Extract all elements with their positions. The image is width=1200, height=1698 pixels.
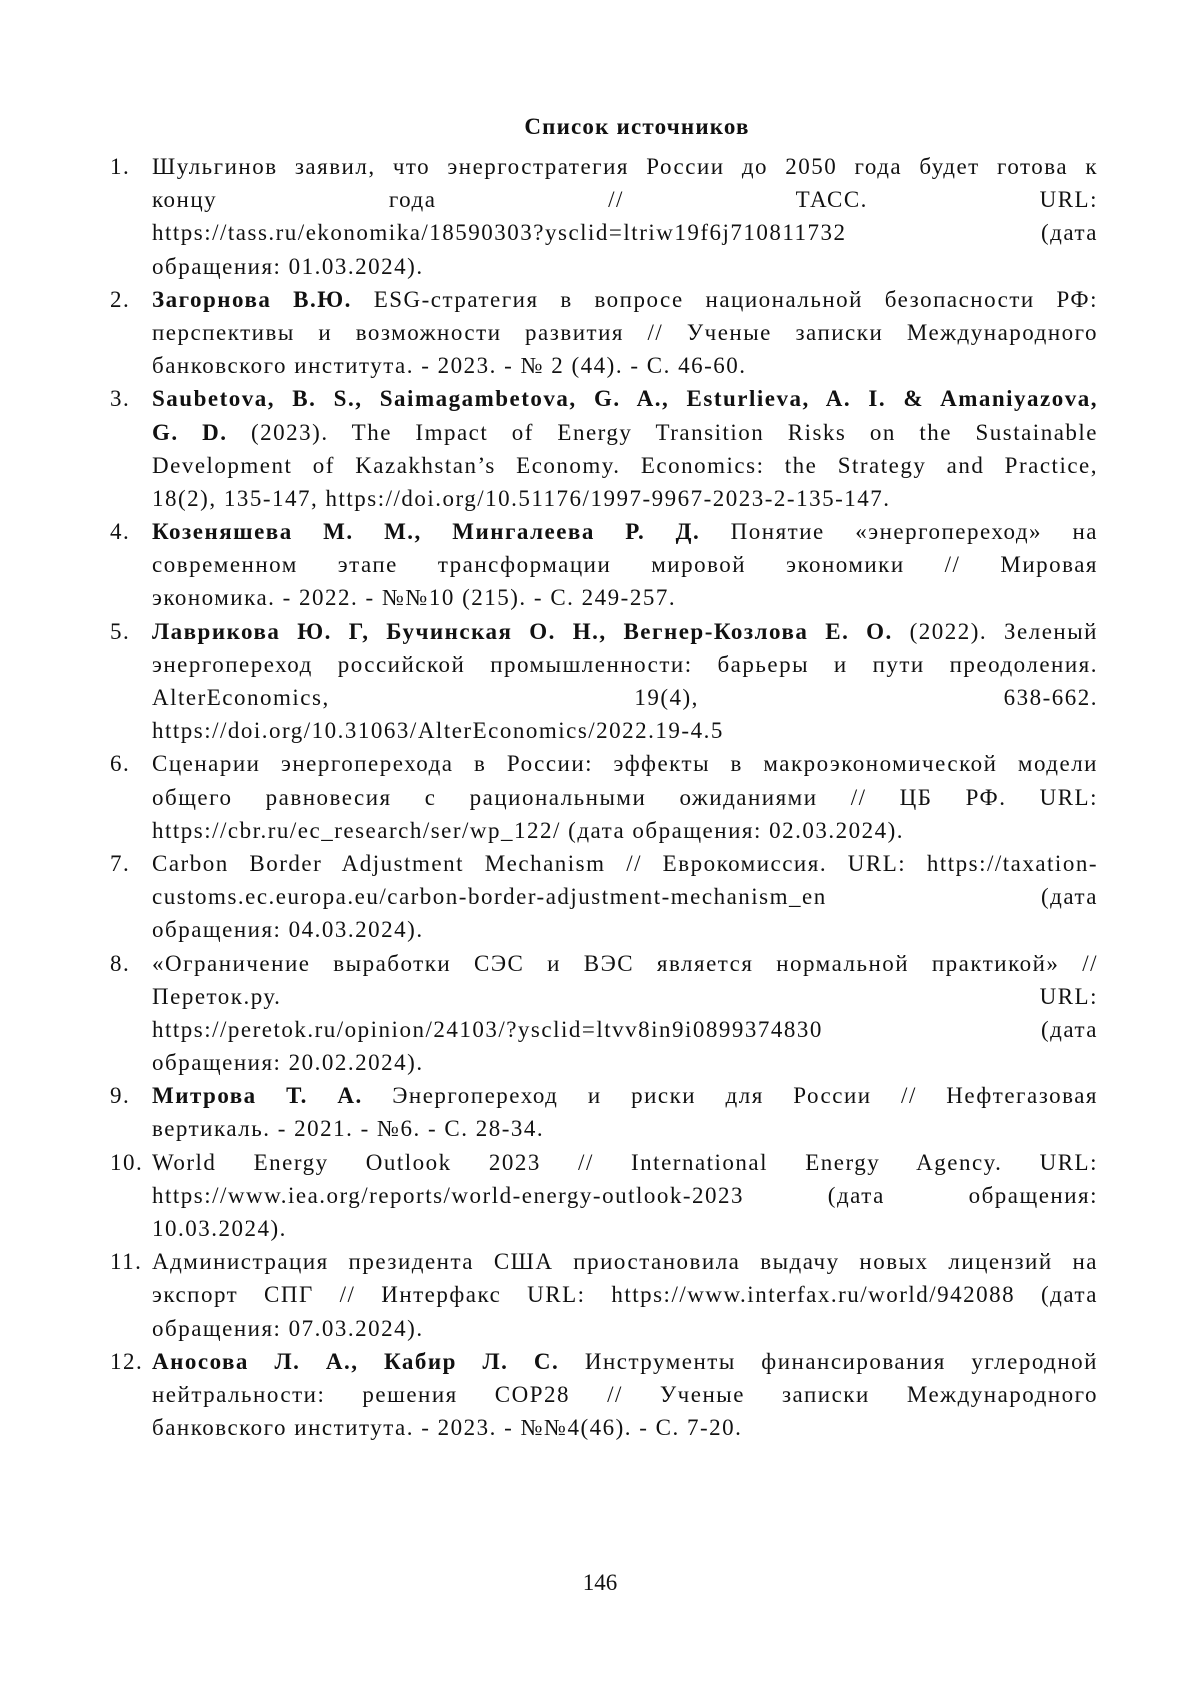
reference-list bbox=[110, 150, 1098, 1444]
reference-item bbox=[110, 615, 1098, 748]
reference-authors: Козеняшева М. М., Мингалеева Р. Д. bbox=[152, 519, 701, 545]
reference-item bbox=[110, 1079, 1098, 1145]
reference-line bbox=[152, 947, 1098, 980]
reference-line bbox=[152, 250, 1098, 283]
reference-text: нейтральности: решения COP28 // Ученые записки Международного bbox=[152, 1381, 1098, 1407]
reference-text: экспорт СПГ // Интерфакс URL: https://www.interfax.ru/world/942088 (дата bbox=[152, 1282, 1098, 1308]
reference-text: Development of Kazakhstan’s Economy. Economics: the Strategy and Practice, bbox=[152, 452, 1098, 478]
reference-line bbox=[152, 1013, 1098, 1046]
reference-item bbox=[110, 283, 1098, 383]
reference-line bbox=[152, 814, 1098, 847]
reference-text: https://www.iea.org/reports/world-energy-outlook-2023 (дата обращения: bbox=[152, 1182, 1098, 1208]
reference-text: общего равновесия с рациональными ожиданиями // ЦБ РФ. URL: bbox=[152, 784, 1098, 810]
reference-line bbox=[152, 747, 1098, 780]
reference-text: «Ограничение выработки СЭС и ВЭС является нормальной практикой» // bbox=[152, 950, 1098, 976]
reference-number: 5. bbox=[110, 618, 131, 644]
reference-line bbox=[152, 150, 1098, 183]
reference-text: Carbon Border Adjustment Mechanism // Еврокомиссия. URL: https://taxation- bbox=[152, 850, 1098, 876]
reference-line bbox=[152, 1411, 1098, 1444]
reference-text: Сценарии энергоперехода в России: эффекты в макроэкономической модели bbox=[152, 751, 1098, 777]
reference-number: 12. bbox=[110, 1348, 144, 1374]
reference-line bbox=[152, 449, 1098, 482]
reference-text: https://peretok.ru/opinion/24103/?ysclid=ltvv8in9i0899374830 (дата bbox=[152, 1016, 1098, 1042]
reference-line bbox=[152, 515, 1098, 548]
reference-number: 2. bbox=[110, 286, 131, 312]
reference-line bbox=[152, 847, 1098, 880]
reference-item bbox=[110, 947, 1098, 1080]
reference-line bbox=[152, 382, 1098, 415]
reference-text: банковского института. - 2023. - № 2 (44). - С. 46-60. bbox=[152, 353, 747, 379]
reference-line bbox=[152, 482, 1098, 515]
reference-line bbox=[152, 1245, 1098, 1278]
reference-line bbox=[152, 1146, 1098, 1179]
reference-item bbox=[110, 382, 1098, 515]
reference-text: https://doi.org/10.31063/AlterEconomics/2022.19-4.5 bbox=[152, 718, 724, 744]
reference-item bbox=[110, 515, 1098, 615]
reference-number: 3. bbox=[110, 386, 131, 412]
reference-text: обращения: 20.02.2024). bbox=[152, 1050, 424, 1076]
reference-text: Администрация президента США приостановила выдачу новых лицензий на bbox=[152, 1249, 1098, 1275]
reference-text: 18(2), 135-147, https://doi.org/10.51176/1997-9967-2023-2-135-147. bbox=[152, 485, 891, 511]
reference-text: вертикаль. - 2021. - №6. - С. 28-34. bbox=[152, 1116, 545, 1142]
reference-authors: Загорнова В.Ю. bbox=[152, 286, 352, 312]
reference-text: https://cbr.ru/ec_research/ser/wp_122/ (дата обращения: 02.03.2024). bbox=[152, 817, 905, 843]
reference-number: 9. bbox=[110, 1083, 131, 1109]
reference-item bbox=[110, 1146, 1098, 1246]
page-number: 146 bbox=[582, 1570, 618, 1595]
reference-line bbox=[152, 216, 1098, 249]
reference-text: ESG-стратегия в вопросе национальной безопасности РФ: bbox=[351, 286, 1098, 312]
reference-authors: Митрова Т. А. bbox=[152, 1083, 363, 1109]
reference-line bbox=[152, 283, 1098, 316]
reference-line bbox=[152, 1278, 1098, 1311]
reference-text: экономика. - 2022. - №№10 (215). - С. 249-257. bbox=[152, 585, 677, 611]
reference-line bbox=[152, 1179, 1098, 1212]
reference-number: 1. bbox=[110, 154, 131, 179]
reference-authors: Аносова Л. А., Кабир Л. С. bbox=[152, 1348, 560, 1374]
reference-text: Инструменты финансирования углеродной bbox=[559, 1348, 1098, 1374]
reference-line bbox=[152, 1312, 1098, 1345]
reference-line bbox=[152, 1212, 1098, 1245]
reference-number: 11. bbox=[110, 1249, 143, 1275]
reference-line bbox=[152, 316, 1098, 349]
reference-item bbox=[110, 747, 1098, 847]
reference-line bbox=[152, 416, 1098, 449]
reference-text: 10.03.2024). bbox=[152, 1216, 287, 1241]
reference-text: обращения: 07.03.2024). bbox=[152, 1315, 424, 1341]
reference-text: Шульгинов заявил, что энергостратегия России до 2050 года будет готова к bbox=[152, 154, 1098, 179]
reference-item bbox=[110, 150, 1098, 283]
reference-line bbox=[152, 349, 1098, 382]
reference-line bbox=[152, 1112, 1098, 1145]
reference-line bbox=[152, 648, 1098, 681]
reference-authors: G. D. bbox=[152, 419, 228, 445]
reference-line bbox=[152, 548, 1098, 581]
reference-line bbox=[152, 913, 1098, 946]
reference-text: https://tass.ru/ekonomika/18590303?ysclid=ltriw19f6j710811732 (дата bbox=[152, 220, 1098, 246]
reference-line bbox=[152, 615, 1098, 648]
reference-line bbox=[152, 980, 1098, 1013]
reference-text: банковского института. - 2023. - №№4(46). - С. 7-20. bbox=[152, 1415, 743, 1441]
reference-line bbox=[152, 183, 1098, 216]
reference-text: (2023). The Impact of Energy Transition Risks on the Sustainable bbox=[227, 419, 1098, 445]
page-title: Список источников bbox=[524, 114, 750, 139]
reference-text: перспективы и возможности развития // Ученые записки Международного bbox=[152, 319, 1098, 345]
reference-text: обращения: 04.03.2024). bbox=[152, 917, 424, 943]
reference-text: AlterEconomics, 19(4), 638-662. bbox=[152, 685, 1098, 710]
reference-text: концу года // ТАСС. URL: bbox=[152, 187, 1098, 213]
reference-item bbox=[110, 1345, 1098, 1445]
reference-text: customs.ec.europa.eu/carbon-border-adjustment-mechanism_en (дата bbox=[152, 884, 1098, 910]
reference-text: энергопереход российской промышленности: барьеры и пути преодоления. bbox=[152, 651, 1098, 677]
reference-line bbox=[152, 1345, 1098, 1378]
reference-line bbox=[152, 1046, 1098, 1079]
reference-line bbox=[152, 1079, 1098, 1112]
reference-text: Переток.ру. URL: bbox=[152, 983, 1098, 1009]
reference-number: 8. bbox=[110, 950, 131, 976]
reference-line bbox=[152, 1378, 1098, 1411]
reference-number: 7. bbox=[110, 850, 131, 876]
reference-number: 6. bbox=[110, 751, 131, 777]
reference-text: Энергопереход и риски для России // Нефтегазовая bbox=[362, 1083, 1098, 1109]
reference-text: (2022). Зеленый bbox=[892, 618, 1098, 644]
reference-text: World Energy Outlook 2023 // International Energy Agency. URL: bbox=[152, 1149, 1098, 1175]
reference-authors: Saubetova, B. S., Saimagambetova, G. A., Esturlieva, A. I. & Amaniyazova, bbox=[152, 386, 1098, 412]
reference-item bbox=[110, 1245, 1098, 1345]
reference-number: 4. bbox=[110, 519, 131, 545]
reference-authors: Лаврикова Ю. Г, Бучинская О. Н., Вегнер-Козлова Е. О. bbox=[152, 618, 893, 644]
reference-text: обращения: 01.03.2024). bbox=[152, 253, 424, 279]
reference-line bbox=[152, 581, 1098, 614]
reference-line bbox=[152, 714, 1098, 747]
reference-item bbox=[110, 847, 1098, 947]
reference-line bbox=[152, 681, 1098, 714]
reference-number: 10. bbox=[110, 1149, 144, 1175]
reference-text: Понятие «энергопереход» на bbox=[700, 519, 1098, 545]
reference-line bbox=[152, 781, 1098, 814]
reference-text: современном этапе трансформации мировой экономики // Мировая bbox=[152, 552, 1098, 578]
reference-line bbox=[152, 880, 1098, 913]
